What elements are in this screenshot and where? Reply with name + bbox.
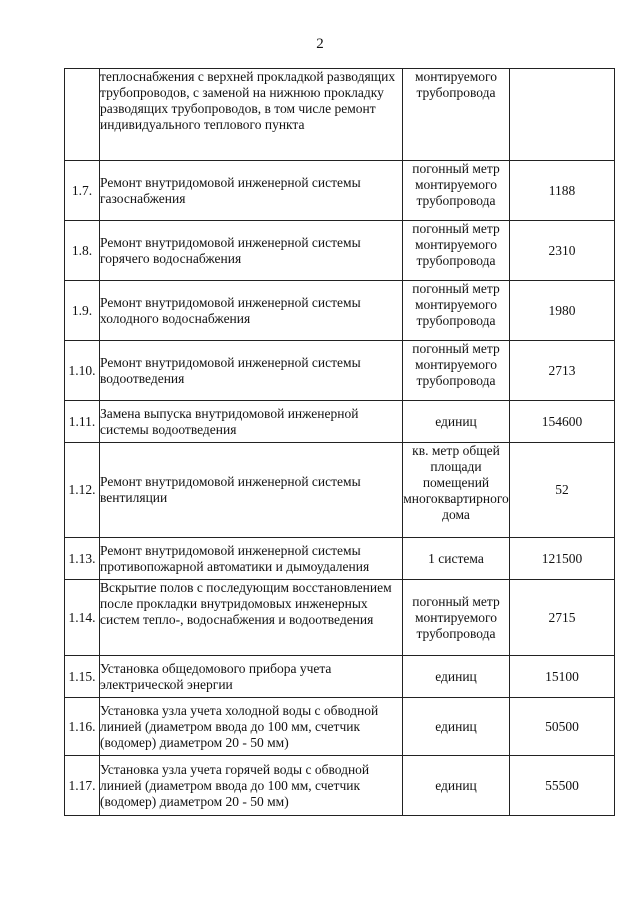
row-number: 1.17.	[65, 756, 100, 816]
work-name: Ремонт внутридомовой инженерной системы вентиляции	[100, 443, 403, 538]
row-number: 1.10.	[65, 341, 100, 401]
page-number: 2	[316, 36, 324, 52]
unit-of-measure: погонный метр монтируемого трубопровода	[403, 341, 510, 401]
work-name: Ремонт внутридомовой инженерной системы водоотведения	[100, 341, 403, 401]
price-value: 2713	[510, 341, 615, 401]
work-name: Ремонт внутридомовой инженерной системы холодного водоснабжения	[100, 281, 403, 341]
row-number: 1.14.	[65, 580, 100, 656]
work-name: Ремонт внутридомовой инженерной системы противопожарной автоматики и дымоудаления	[100, 538, 403, 580]
unit-of-measure: монтируемого трубопровода	[403, 69, 510, 161]
row-number: 1.9.	[65, 281, 100, 341]
row-number: 1.12.	[65, 443, 100, 538]
row-number: 1.13.	[65, 538, 100, 580]
table-row	[65, 656, 615, 698]
table-row	[65, 341, 615, 401]
table-row	[65, 580, 615, 656]
table-row	[65, 756, 615, 816]
price-value: 1188	[510, 161, 615, 221]
price-value: 15100	[510, 656, 615, 698]
unit-of-measure: кв. метр общей площади помещений многоквартирного дома	[403, 443, 510, 538]
row-number: 1.7.	[65, 161, 100, 221]
unit-of-measure: погонный метр монтируемого трубопровода	[403, 221, 510, 281]
price-value: 55500	[510, 756, 615, 816]
unit-of-measure: единиц	[403, 756, 510, 816]
price-value: 121500	[510, 538, 615, 580]
work-name: Ремонт внутридомовой инженерной системы горячего водоснабжения	[100, 221, 403, 281]
table-row	[65, 281, 615, 341]
unit-of-measure: погонный метр монтируемого трубопровода	[403, 161, 510, 221]
row-number	[65, 69, 100, 161]
work-name: теплоснабжения с верхней прокладкой разводящих трубопроводов, с заменой на нижнюю прокладку разводящих трубопроводов, в том числе ремонт индивидуального теплового пункта	[100, 69, 403, 161]
unit-of-measure: погонный метр монтируемого трубопровода	[403, 281, 510, 341]
unit-of-measure: единиц	[403, 401, 510, 443]
row-number: 1.11.	[65, 401, 100, 443]
table-row	[65, 443, 615, 538]
table-row	[65, 401, 615, 443]
work-name: Установка общедомового прибора учета электрической энергии	[100, 656, 403, 698]
table-row	[65, 161, 615, 221]
table-row	[65, 221, 615, 281]
price-value: 50500	[510, 698, 615, 756]
work-name: Ремонт внутридомовой инженерной системы газоснабжения	[100, 161, 403, 221]
work-name: Замена выпуска внутридомовой инженерной системы водоотведения	[100, 401, 403, 443]
price-value	[510, 69, 615, 161]
price-value: 52	[510, 443, 615, 538]
unit-of-measure: единиц	[403, 656, 510, 698]
price-value: 154600	[510, 401, 615, 443]
table-row	[65, 69, 615, 161]
row-number: 1.15.	[65, 656, 100, 698]
work-name: Установка узла учета горячей воды с обводной линией (диаметром ввода до 100 мм, счетчик (водомер) диаметром 20 - 50 мм)	[100, 756, 403, 816]
price-value: 2310	[510, 221, 615, 281]
work-name: Вскрытие полов с последующим восстановлением после прокладки внутридомовых инженерных систем тепло-, водоснабжения и водоотведения	[100, 580, 403, 656]
unit-of-measure: единиц	[403, 698, 510, 756]
row-number: 1.16.	[65, 698, 100, 756]
price-value: 2715	[510, 580, 615, 656]
row-number: 1.8.	[65, 221, 100, 281]
work-name: Установка узла учета холодной воды с обводной линией (диаметром ввода до 100 мм, счетчик (водомер) диаметром 20 - 50 мм)	[100, 698, 403, 756]
price-value: 1980	[510, 281, 615, 341]
rates-table	[64, 68, 615, 816]
table-row	[65, 538, 615, 580]
unit-of-measure: погонный метр монтируемого трубопровода	[403, 580, 510, 656]
unit-of-measure: 1 система	[403, 538, 510, 580]
table-row	[65, 698, 615, 756]
